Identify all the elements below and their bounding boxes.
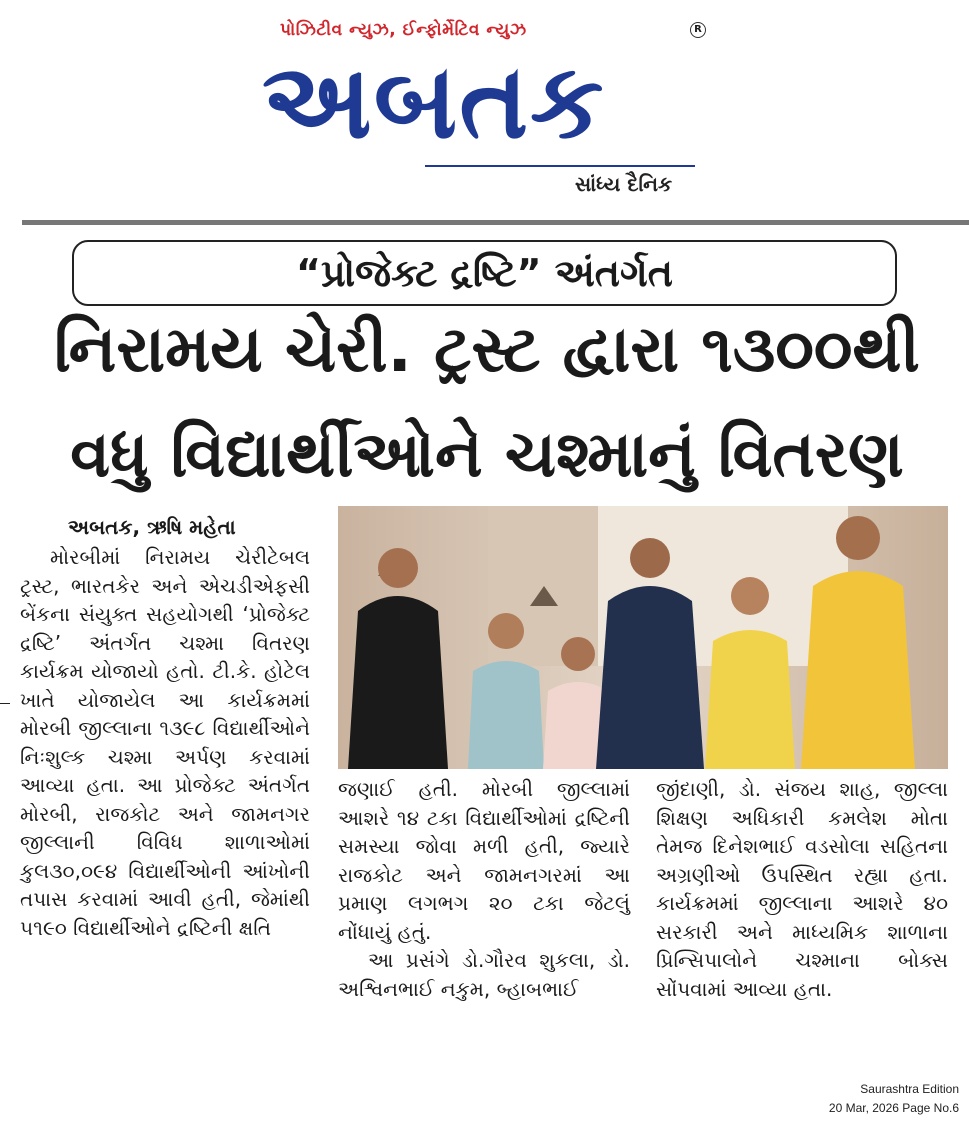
column-3-text: જીંદાણી, ડો. સંજય શાહ, જીલ્લા શિક્ષણ અધિકારી કમલેશ મોતા તેમજ દિનેશભાઈ વડસોલા સહિતના અગ્રણીઓ ઉપસ્થિત રહ્યા હતા. કાર્યક્રમમાં જીલ્લાના આશરે ૪૦ સરકારી અને માધ્યમિક શાળાના પ્રિન્સિપાલોને ચશ્માના બોક્સ સોંપવામાં આવ્યા હતા.: [656, 777, 948, 1001]
article-column-3: [656, 775, 948, 1003]
article-column-2: [338, 775, 630, 1003]
masthead-tagline: પોઝિટીવ ન્યુઝ, ઈન્ફોર્મેટિવ ન્યુઝ: [280, 20, 527, 40]
newspaper-logo: અબતક: [262, 40, 606, 162]
kicker-banner: “પ્રોજેક્ટ દ્રષ્ટિ” અંતર્ગત: [72, 240, 897, 306]
edition-name: Saurashtra Edition: [860, 1082, 959, 1096]
headline-line-1: નિરામય ચેરી. ટ્રસ્ટ દ્વારા ૧૩૦૦થી: [54, 313, 920, 387]
event-photo-illustration: [338, 506, 948, 769]
masthead-rule: [425, 165, 695, 167]
date-page-number: 20 Mar, 2026 Page No.6: [828, 1101, 959, 1115]
column-2-paragraph-2: આ પ્રસંગે ડો.ગૌરવ શુકલા, ડો. અશ્વિનભાઈ નકુમ, બ્હાબભાઈ: [338, 948, 630, 1001]
column-2-paragraph-1: જણાઈ હતી. મોરબી જીલ્લામાં આશરે ૧૪ ટકા વિદ્યાર્થીઓમાં દ્રષ્ટિની સમસ્યા જોવા મળી હતી, જ્યારે રાજકોટ અને જામનગરમાં આ પ્રમાણ લગભગ ૨૦ ટકા જેટલું નોંધાયું હતું.: [338, 777, 630, 944]
article-column-1: [20, 543, 310, 942]
edition-type: સાંધ્ય દૈનિક: [575, 172, 673, 196]
byline: અબતક, ઋષિ મહેતા: [68, 515, 236, 539]
column-1-text: મોરબીમાં નિરામય ચેરીટેબલ ટ્રસ્ટ, ભારતકેર અને એચડીએફસી બેંકના સંયુક્ત સહયોગથી ‘પ્રોજેક્ટ દ્રષ્ટિ’ અંતર્ગત ચશ્મા વિતરણ કાર્યક્રમ યોજાયો હતો. ટી.કે. હોટેલ ખાતે યોજાયેલ આ કાર્યક્રમમાં મોરબી જીલ્લાના ૧૩૯૮ વિદ્યાર્થીઓને નિઃશુલ્ક ચશ્મા અર્પણ કરવામાં આવ્યા હતા. આ પ્રોજેક્ટ અંતર્ગત મોરબી, રાજકોટ અને જામનગર જીલ્લાની વિવિધ શાળાઓમાં કુલ૩૦,૦૯૪ વિદ્યાર્થીઓની આંખોની તપાસ કરવામાં આવી હતી, જેમાંથી ૫૧૯૦ વિદ્યાર્થીઓને દ્રષ્ટિની ક્ષતિ: [20, 545, 310, 940]
headline-line-2: વધુ વિદ્યાર્થીઓને ચશ્માનું વિતરણ: [70, 418, 904, 492]
registered-mark: R: [690, 22, 706, 38]
margin-tick: [0, 703, 10, 704]
section-divider: [22, 220, 969, 225]
page-footer: [829, 1080, 959, 1118]
article-photo: [338, 506, 948, 769]
